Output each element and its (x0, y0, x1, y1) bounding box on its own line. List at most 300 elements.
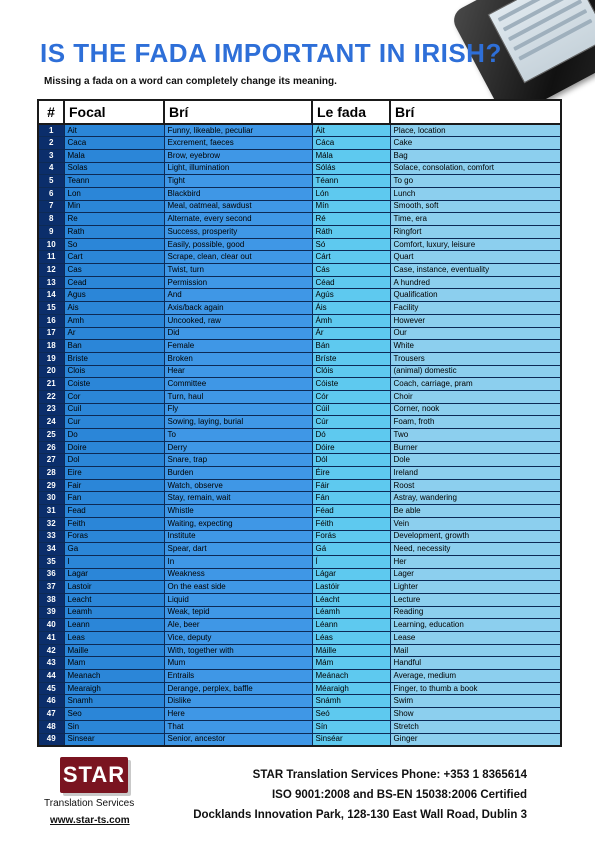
focal-cell: Mearaigh (64, 682, 164, 695)
focal-cell: Leacht (64, 593, 164, 606)
bri-2-cell: Ginger (390, 733, 561, 746)
table-row (38, 543, 561, 556)
table-row (38, 264, 561, 277)
row-number: 14 (38, 289, 64, 302)
focal-cell: Cor (64, 390, 164, 403)
le-fada-cell: Sín (312, 720, 390, 733)
le-fada-cell: Léacht (312, 593, 390, 606)
row-number: 2 (38, 137, 64, 150)
bri-cell: Axis/back again (164, 302, 312, 315)
le-fada-cell: Dóire (312, 441, 390, 454)
bri-cell: Derange, perplex, baffle (164, 682, 312, 695)
le-fada-cell: Féad (312, 505, 390, 518)
table-row (38, 657, 561, 670)
table-row (38, 593, 561, 606)
bri-2-cell: Be able (390, 505, 561, 518)
bri-cell: Light, illumination (164, 162, 312, 175)
bri-cell: Derry (164, 441, 312, 454)
bri-cell: Watch, observe (164, 479, 312, 492)
bri-cell: Whistle (164, 505, 312, 518)
le-fada-cell: Meánach (312, 670, 390, 683)
table-row (38, 479, 561, 492)
bri-2-cell: Cake (390, 137, 561, 150)
row-number: 16 (38, 314, 64, 327)
bri-cell: With, together with (164, 644, 312, 657)
table-row (38, 187, 561, 200)
row-number: 46 (38, 695, 64, 708)
bri-2-cell: Case, instance, eventuality (390, 264, 561, 277)
bri-2-cell: Finger, to thumb a book (390, 682, 561, 695)
le-fada-cell: Fáir (312, 479, 390, 492)
header-le-fada: Le fada (312, 100, 390, 124)
bri-2-cell: Astray, wandering (390, 492, 561, 505)
bri-cell: Sowing, laying, burial (164, 416, 312, 429)
row-number: 27 (38, 454, 64, 467)
le-fada-cell: Seó (312, 708, 390, 721)
row-number: 30 (38, 492, 64, 505)
bri-2-cell: Our (390, 327, 561, 340)
bri-2-cell: Burner (390, 441, 561, 454)
row-number: 7 (38, 200, 64, 213)
focal-cell: Ar (64, 327, 164, 340)
le-fada-cell: Dól (312, 454, 390, 467)
le-fada-cell: Fán (312, 492, 390, 505)
le-fada-cell: Máille (312, 644, 390, 657)
table-row (38, 505, 561, 518)
table-row (38, 238, 561, 251)
row-number: 37 (38, 581, 64, 594)
row-number: 9 (38, 226, 64, 239)
le-fada-cell: Í (312, 555, 390, 568)
bri-cell: Hear (164, 365, 312, 378)
le-fada-cell: Cárt (312, 251, 390, 264)
bri-2-cell: Quart (390, 251, 561, 264)
bri-2-cell: Trousers (390, 352, 561, 365)
bri-2-cell: Mail (390, 644, 561, 657)
focal-cell: Fead (64, 505, 164, 518)
le-fada-cell: Cáca (312, 137, 390, 150)
row-number: 29 (38, 479, 64, 492)
le-fada-cell: Cúr (312, 416, 390, 429)
header-number: # (38, 100, 64, 124)
bri-cell: To (164, 429, 312, 442)
table-row (38, 568, 561, 581)
le-fada-cell: Téann (312, 175, 390, 188)
bri-2-cell: Swim (390, 695, 561, 708)
bri-2-cell: Handful (390, 657, 561, 670)
row-number: 1 (38, 124, 64, 137)
table-row (38, 492, 561, 505)
row-number: 33 (38, 530, 64, 543)
row-number: 17 (38, 327, 64, 340)
le-fada-cell: Céad (312, 276, 390, 289)
le-fada-cell: Gá (312, 543, 390, 556)
table-row (38, 289, 561, 302)
le-fada-cell: Ráth (312, 226, 390, 239)
bri-cell: Ale, beer (164, 619, 312, 632)
row-number: 11 (38, 251, 64, 264)
table-row (38, 124, 561, 137)
contact-line-phone: STAR Translation Services Phone: +353 1 8365614 (252, 769, 527, 781)
row-number: 25 (38, 429, 64, 442)
table-row (38, 581, 561, 594)
table-row (38, 517, 561, 530)
phone-screen (488, 0, 595, 83)
le-fada-cell: Cúil (312, 403, 390, 416)
bri-2-cell: A hundred (390, 276, 561, 289)
bri-cell: Broken (164, 352, 312, 365)
le-fada-cell: Lón (312, 187, 390, 200)
bri-cell: Weakness (164, 568, 312, 581)
le-fada-cell: Méaraigh (312, 682, 390, 695)
focal-cell: Eire (64, 467, 164, 480)
bri-2-cell: White (390, 340, 561, 353)
table-row (38, 352, 561, 365)
bri-2-cell: Lager (390, 568, 561, 581)
bri-cell: Weak, tepid (164, 606, 312, 619)
bri-cell: Liquid (164, 593, 312, 606)
table-row (38, 441, 561, 454)
row-number: 19 (38, 352, 64, 365)
le-fada-cell: Sólás (312, 162, 390, 175)
focal-cell: Coiste (64, 378, 164, 391)
focal-cell: Feith (64, 517, 164, 530)
le-fada-cell: Só (312, 238, 390, 251)
row-number: 3 (38, 149, 64, 162)
focal-cell: Briste (64, 352, 164, 365)
row-number: 23 (38, 403, 64, 416)
focal-cell: Cur (64, 416, 164, 429)
bri-cell: Here (164, 708, 312, 721)
table-row (38, 365, 561, 378)
bri-cell: Waiting, expecting (164, 517, 312, 530)
focal-cell: Ait (64, 124, 164, 137)
row-number: 35 (38, 555, 64, 568)
row-number: 22 (38, 390, 64, 403)
table-row (38, 314, 561, 327)
le-fada-cell: Clóis (312, 365, 390, 378)
table-row (38, 606, 561, 619)
page-subtitle: Missing a fada on a word can completely change its meaning. (44, 76, 337, 87)
le-fada-cell: Léas (312, 632, 390, 645)
le-fada-cell: Ár (312, 327, 390, 340)
bri-2-cell: To go (390, 175, 561, 188)
focal-cell: Seo (64, 708, 164, 721)
row-number: 10 (38, 238, 64, 251)
bri-2-cell: Time, era (390, 213, 561, 226)
row-number: 31 (38, 505, 64, 518)
header-focal: Focal (64, 100, 164, 124)
contact-line-certification: ISO 9001:2008 and BS-EN 15038:2006 Certified (271, 789, 527, 801)
bri-2-cell: Vein (390, 517, 561, 530)
bri-cell: Committee (164, 378, 312, 391)
row-number: 41 (38, 632, 64, 645)
bri-cell: Blackbird (164, 187, 312, 200)
row-number: 39 (38, 606, 64, 619)
row-number: 26 (38, 441, 64, 454)
bri-cell: Scrape, clean, clear out (164, 251, 312, 264)
le-fada-cell: Áis (312, 302, 390, 315)
focal-cell: Teann (64, 175, 164, 188)
focal-cell: Snamh (64, 695, 164, 708)
table-row (38, 555, 561, 568)
bri-2-cell: Roost (390, 479, 561, 492)
table-row (38, 416, 561, 429)
bri-cell: Dislike (164, 695, 312, 708)
row-number: 38 (38, 593, 64, 606)
focal-cell: I (64, 555, 164, 568)
le-fada-cell: Cóiste (312, 378, 390, 391)
le-fada-cell: Bán (312, 340, 390, 353)
le-fada-cell: Féith (312, 517, 390, 530)
focal-cell: Foras (64, 530, 164, 543)
row-number: 40 (38, 619, 64, 632)
table-row (38, 708, 561, 721)
table-row (38, 276, 561, 289)
row-number: 15 (38, 302, 64, 315)
bri-cell: Mum (164, 657, 312, 670)
focal-cell: Maille (64, 644, 164, 657)
focal-cell: Dol (64, 454, 164, 467)
row-number: 45 (38, 682, 64, 695)
bri-2-cell: Her (390, 555, 561, 568)
focal-cell: Mala (64, 149, 164, 162)
logo-text: STAR (62, 762, 126, 787)
row-number: 6 (38, 187, 64, 200)
table-row (38, 149, 561, 162)
focal-cell: Sin (64, 720, 164, 733)
table-row (38, 162, 561, 175)
table-row (38, 467, 561, 480)
bri-cell: Entrails (164, 670, 312, 683)
table-row (38, 390, 561, 403)
bri-cell: Female (164, 340, 312, 353)
bri-2-cell: Show (390, 708, 561, 721)
website-link[interactable]: www.star-ts.com (50, 815, 130, 826)
bri-2-cell: Need, necessity (390, 543, 561, 556)
bri-2-cell: Lighter (390, 581, 561, 594)
bri-2-cell: Lease (390, 632, 561, 645)
focal-cell: Meanach (64, 670, 164, 683)
table-row (38, 695, 561, 708)
page-title: IS THE FADA IMPORTANT IN IRISH? (40, 38, 502, 68)
focal-cell: Sinsear (64, 733, 164, 746)
row-number: 32 (38, 517, 64, 530)
row-number: 36 (38, 568, 64, 581)
bri-cell: Burden (164, 467, 312, 480)
focal-cell: Leas (64, 632, 164, 645)
row-number: 49 (38, 733, 64, 746)
focal-cell: Min (64, 200, 164, 213)
bri-2-cell: Development, growth (390, 530, 561, 543)
row-number: 44 (38, 670, 64, 683)
table-row (38, 403, 561, 416)
bri-cell: Success, prosperity (164, 226, 312, 239)
table-body (38, 124, 561, 746)
focal-cell: Ban (64, 340, 164, 353)
bri-cell: Brow, eyebrow (164, 149, 312, 162)
table-row (38, 175, 561, 188)
row-number: 43 (38, 657, 64, 670)
le-fada-cell: Cás (312, 264, 390, 277)
bri-2-cell: Smooth, soft (390, 200, 561, 213)
le-fada-cell: Agús (312, 289, 390, 302)
le-fada-cell: Éire (312, 467, 390, 480)
contact-line-address: Docklands Innovation Park, 128-130 East Wall Road, Dublin 3 (193, 809, 527, 821)
focal-cell: Lagar (64, 568, 164, 581)
bri-2-cell: Qualification (390, 289, 561, 302)
bri-cell: And (164, 289, 312, 302)
table-row (38, 213, 561, 226)
row-number: 24 (38, 416, 64, 429)
bri-cell: Turn, haul (164, 390, 312, 403)
le-fada-cell: Léann (312, 619, 390, 632)
bri-2-cell: However (390, 314, 561, 327)
focal-cell: Cead (64, 276, 164, 289)
bri-cell: Fly (164, 403, 312, 416)
le-fada-cell: Bríste (312, 352, 390, 365)
bri-2-cell: Lunch (390, 187, 561, 200)
row-number: 21 (38, 378, 64, 391)
table-row (38, 200, 561, 213)
bri-cell: Permission (164, 276, 312, 289)
table-row (38, 720, 561, 733)
focal-cell: Cuil (64, 403, 164, 416)
bri-cell: Easily, possible, good (164, 238, 312, 251)
table-row (38, 302, 561, 315)
focal-cell: Clois (64, 365, 164, 378)
row-number: 13 (38, 276, 64, 289)
bri-2-cell: Foam, froth (390, 416, 561, 429)
le-fada-cell: Cór (312, 390, 390, 403)
table-row (38, 733, 561, 746)
bri-cell: Senior, ancestor (164, 733, 312, 746)
le-fada-cell: Ré (312, 213, 390, 226)
bri-cell: Uncooked, raw (164, 314, 312, 327)
focal-cell: Leamh (64, 606, 164, 619)
bri-cell: Did (164, 327, 312, 340)
bri-2-cell: Ringfort (390, 226, 561, 239)
focal-cell: Amh (64, 314, 164, 327)
bri-2-cell: Corner, nook (390, 403, 561, 416)
le-fada-cell: Forás (312, 530, 390, 543)
bri-2-cell: Facility (390, 302, 561, 315)
le-fada-cell: Lágar (312, 568, 390, 581)
focal-cell: Agus (64, 289, 164, 302)
star-logo (60, 757, 128, 793)
le-fada-cell: Mín (312, 200, 390, 213)
header-bri-2: Brí (390, 100, 561, 124)
row-number: 4 (38, 162, 64, 175)
le-fada-cell: Snámh (312, 695, 390, 708)
focal-cell: Solas (64, 162, 164, 175)
row-number: 42 (38, 644, 64, 657)
le-fada-cell: Léamh (312, 606, 390, 619)
bri-2-cell: Learning, education (390, 619, 561, 632)
focal-cell: Leann (64, 619, 164, 632)
table-row (38, 378, 561, 391)
le-fada-cell: Lastóir (312, 581, 390, 594)
le-fada-cell: Dó (312, 429, 390, 442)
bri-2-cell: Place, location (390, 124, 561, 137)
bri-cell: On the east side (164, 581, 312, 594)
table-row (38, 340, 561, 353)
bri-2-cell: Solace, consolation, comfort (390, 162, 561, 175)
le-fada-cell: Mála (312, 149, 390, 162)
focal-cell: Ga (64, 543, 164, 556)
table-row (38, 670, 561, 683)
focal-cell: Cas (64, 264, 164, 277)
focal-cell: Ais (64, 302, 164, 315)
le-fada-cell: Áit (312, 124, 390, 137)
row-number: 8 (38, 213, 64, 226)
bri-2-cell: Lecture (390, 593, 561, 606)
row-number: 48 (38, 720, 64, 733)
table-row (38, 530, 561, 543)
logo-subtitle: Translation Services (44, 798, 135, 809)
bri-2-cell: Reading (390, 606, 561, 619)
table-row (38, 137, 561, 150)
bri-cell: Excrement, faeces (164, 137, 312, 150)
bri-2-cell: Ireland (390, 467, 561, 480)
focal-cell: Fair (64, 479, 164, 492)
row-number: 34 (38, 543, 64, 556)
bri-2-cell: Comfort, luxury, leisure (390, 238, 561, 251)
bri-cell: Tight (164, 175, 312, 188)
bri-cell: Meal, oatmeal, sawdust (164, 200, 312, 213)
bri-2-cell: Choir (390, 390, 561, 403)
bri-2-cell: Coach, carriage, pram (390, 378, 561, 391)
row-number: 20 (38, 365, 64, 378)
bri-2-cell: (animal) domestic (390, 365, 561, 378)
table-row (38, 251, 561, 264)
table-row (38, 429, 561, 442)
bri-2-cell: Stretch (390, 720, 561, 733)
table-row (38, 644, 561, 657)
row-number: 47 (38, 708, 64, 721)
bri-cell: Snare, trap (164, 454, 312, 467)
table-row (38, 454, 561, 467)
focal-cell: Do (64, 429, 164, 442)
le-fada-cell: Ámh (312, 314, 390, 327)
focal-cell: Caca (64, 137, 164, 150)
table-row (38, 682, 561, 695)
row-number: 28 (38, 467, 64, 480)
table-row (38, 619, 561, 632)
bri-2-cell: Average, medium (390, 670, 561, 683)
focal-cell: Fan (64, 492, 164, 505)
focal-cell: Doire (64, 441, 164, 454)
focal-cell: So (64, 238, 164, 251)
header-bri: Brí (164, 100, 312, 124)
table-row (38, 226, 561, 239)
bri-cell: Stay, remain, wait (164, 492, 312, 505)
focal-cell: Re (64, 213, 164, 226)
table-header-row (38, 100, 561, 124)
fada-table (37, 99, 562, 747)
bri-cell: In (164, 555, 312, 568)
row-number: 12 (38, 264, 64, 277)
bri-2-cell: Dole (390, 454, 561, 467)
le-fada-cell: Sinséar (312, 733, 390, 746)
focal-cell: Lon (64, 187, 164, 200)
bri-cell: Alternate, every second (164, 213, 312, 226)
focal-cell: Lastoir (64, 581, 164, 594)
bri-cell: Spear, dart (164, 543, 312, 556)
bri-2-cell: Two (390, 429, 561, 442)
bri-cell: Twist, turn (164, 264, 312, 277)
row-number: 5 (38, 175, 64, 188)
